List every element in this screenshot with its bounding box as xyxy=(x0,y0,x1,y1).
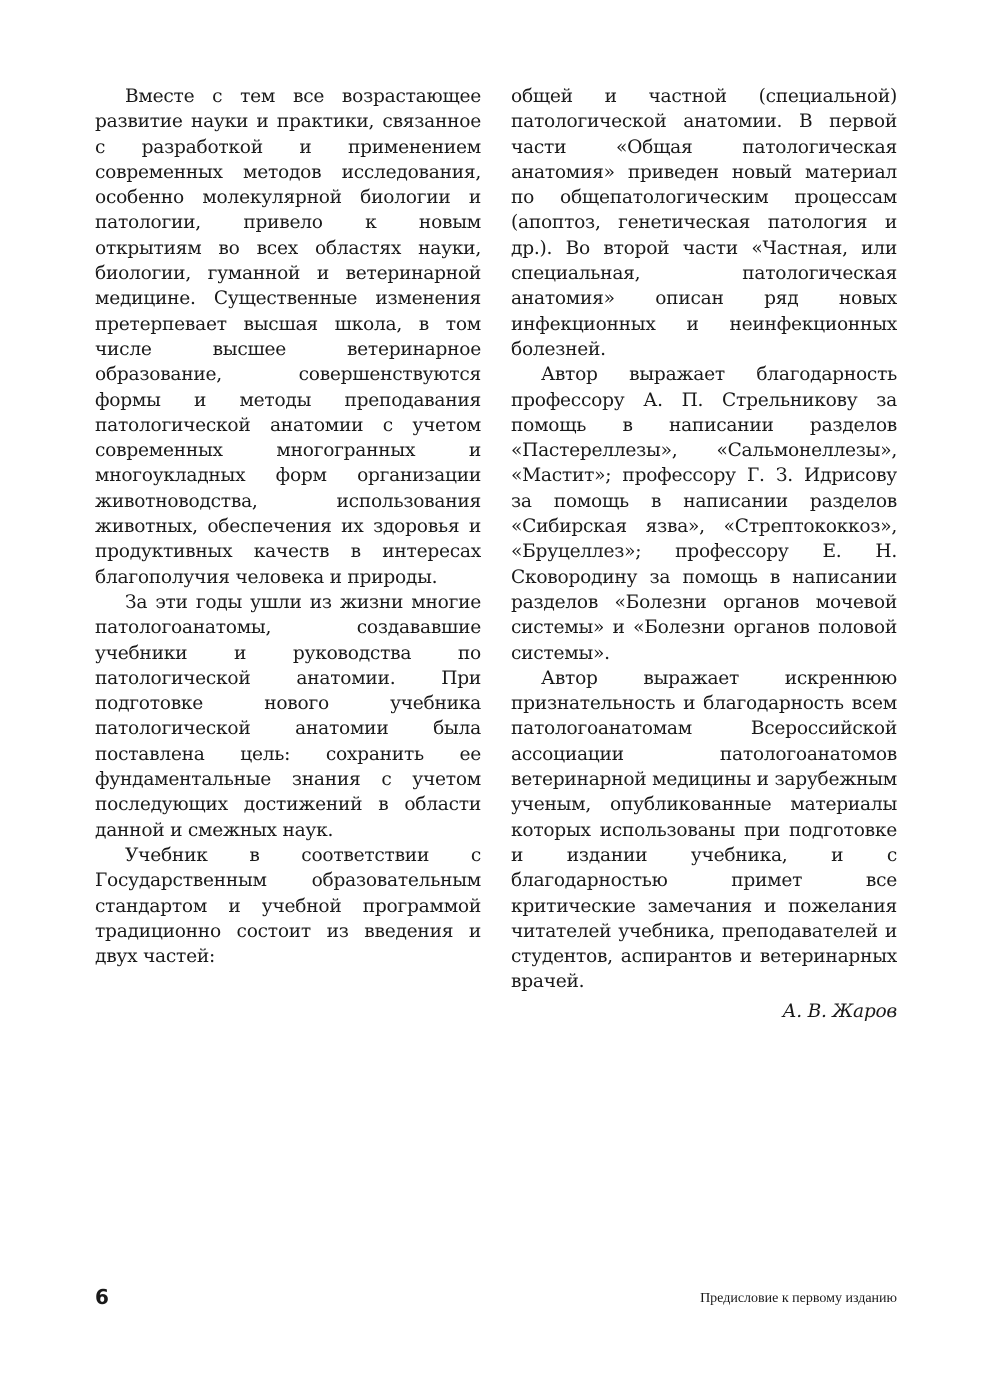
right-column xyxy=(511,84,897,1024)
paragraph-2: За эти годы ушли из жизни многие патологоанатомы, создававшие учебники и руководства по патологической анатомии. При подготовке нового учебника патологической анатомии была поставлена цель: сохранить ее фундаментальные знания с учетом последующих достижений в области данной и смежных наук. xyxy=(95,591,481,841)
paragraph-5-gratitude: Автор выражает искреннюю признательность и благодарность всем патологоанатомам Всероссийской ассоциации патологоанатомов ветеринарной медицины и зарубежным ученым, опубликованные материалы которых использованы при подготовке и издании учебника, и с благодарностью примет все критические замечания и пожелания читателей учебника, преподавателей и студентов, аспирантов и ветеринарных врачей. xyxy=(511,667,897,993)
paragraph-3-continuation: общей и частной (специальной) патологической анатомии. В первой части «Общая патологическая анатомия» приведен новый материал по общепатологическим процессам (апоптоз, генетическая патология и др.). Во второй части «Частная, или специальная, патологическая анатомия» описан ряд новых инфекционных и неинфекционных болезней. xyxy=(511,86,897,360)
paragraph-1: Вместе с тем все возрастающее развитие науки и практики, связанное с разработкой и применением современных методов исследования, особенно молекулярной биологии и патологии, привело к новым открытиям во всех областях науки, биологии, гуманной и ветеринарной медицине. Существенные изменения претерпевает высшая школа, в том числе высшее ветеринарное образование, совершенствуются формы и методы преподавания патологической анатомии с учетом современных многогранных и многоукладных форм организации животноводства, использования животных, обеспечения их здоровья и продуктивных качеств в интересах благополучия человека и природы. xyxy=(95,86,481,588)
paragraph-3: Учебник в соответствии с Государственным образовательным стандартом и учебной программой традиционно состоит из введения и двух частей: xyxy=(95,844,481,968)
running-title: Предисловие к первому изданию xyxy=(700,1291,897,1306)
left-column xyxy=(95,84,481,969)
paragraph-4-acknowledgements: Автор выражает благодарность профессору А. П. Стрельникову за помощь в написании разделов «Пастереллезы», «Сальмонеллезы», «Мастит»; профессору Г. З. Идрисову за помощь в написании разделов «Сибирская язва», «Стрептококкоз», «Бруцеллез»; профессору Е. Н. Сковородину за помощь в написании разделов «Болезни органов мочевой системы» и «Болезни органов половой системы». xyxy=(511,364,897,664)
page-number: 6 xyxy=(95,1285,109,1309)
author-signature: А. В. Жаров xyxy=(782,1000,897,1022)
